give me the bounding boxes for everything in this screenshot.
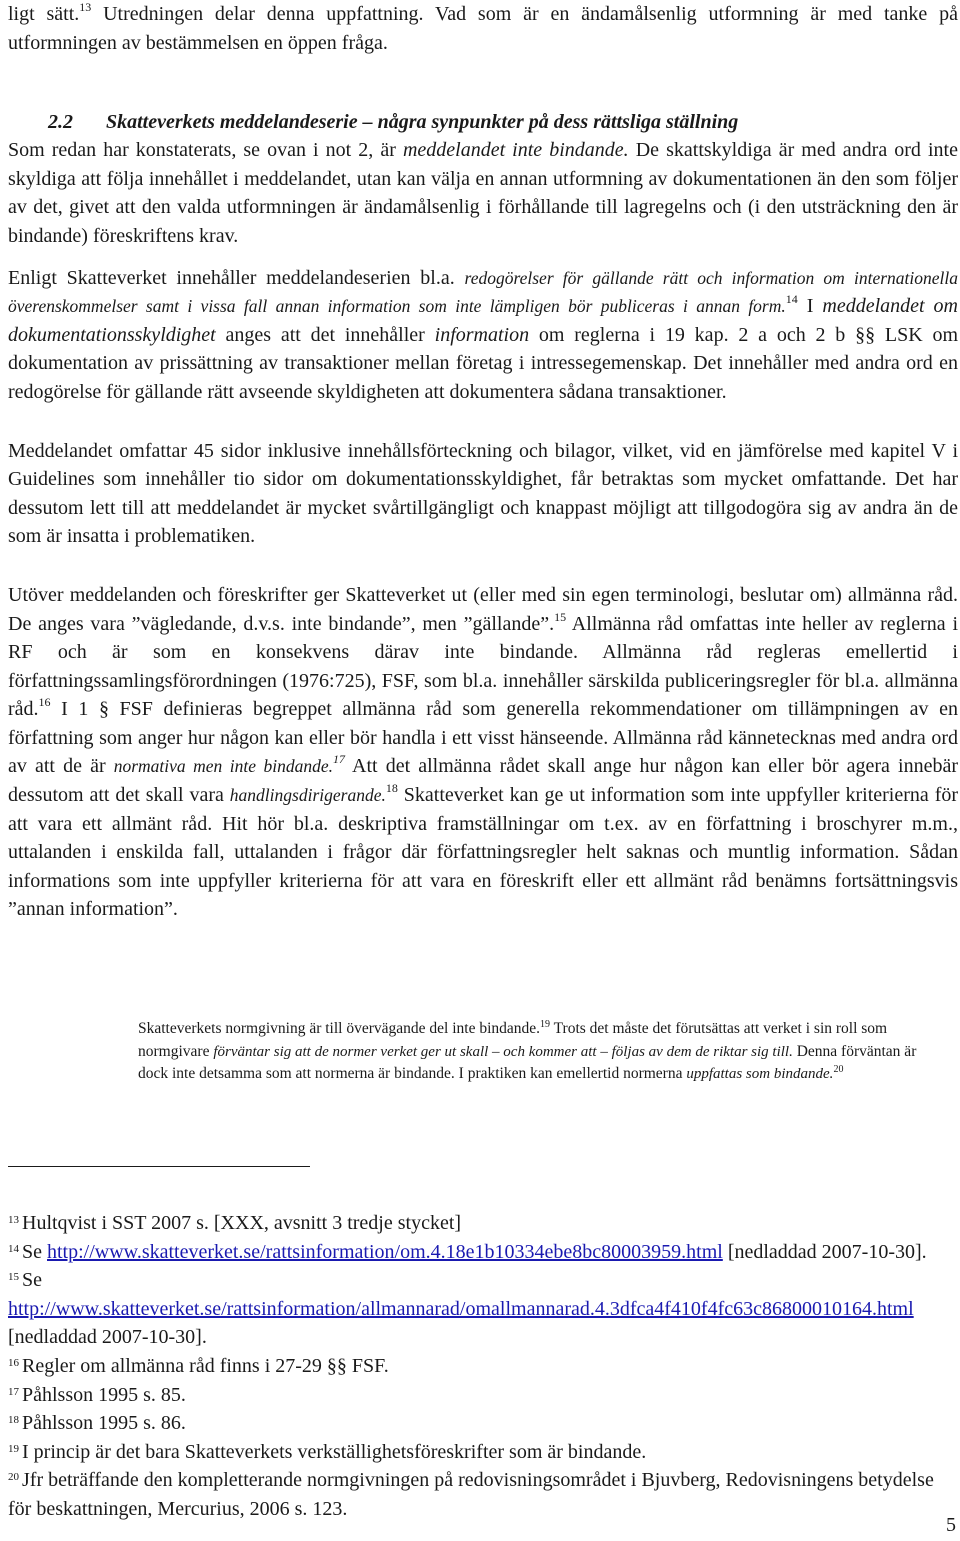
section-heading (8, 108, 958, 136)
p2-italic-3: information (434, 323, 530, 346)
quote-mid-2: Denna förväntan är dock inte detsamma som att normerna är bindande. I praktiken kan emellertid normerna (138, 1042, 917, 1082)
footnote-ref-16[interactable]: 16 (38, 695, 51, 710)
footnote-number: 19 (8, 1442, 19, 1455)
footnote-number: 15 (8, 1271, 19, 1284)
p2-italic-2: meddelandet om dokumentationsskyldighet (8, 295, 958, 346)
footnote-number: 16 (8, 1356, 19, 1369)
p4-mid-2: I 1 § FSF definieras begreppet allmänna råd som generella rekommendationer om tillämpningen av en författning som anger hur någon kan eller bör handla i ett visst hänseende. Allmänna råd kännetecknas med andra ord av att de är (8, 698, 958, 778)
p4-start: Utöver meddelanden och föreskrifter ger Skatteverket ut (eller med sin egen terminologi, beslutar om) allmänna råd. De anges vara ”vägledande, d.v.s. inte bindande”, men ”gällande”. (8, 583, 958, 635)
quote-italic-2: uppfattas som bindande. (686, 1066, 834, 1082)
footnote-ref-18[interactable]: 18 (385, 781, 398, 796)
quote-italic-1: förväntar sig att de normer verket ger ut skall – och kommer att – följas av dem de riktar sig till. (213, 1043, 793, 1060)
footnote-18 (8, 1409, 958, 1438)
footnote-text: Jfr beträffande den kompletterande normgivningen på redovisningsområdet i Bjuvberg, Redovisningens betydelse för beskattningen, Mercurius, 2006 s. 123. (8, 1469, 934, 1520)
footnote-17 (8, 1381, 958, 1410)
footnote-ref-19[interactable]: 19 (540, 1019, 551, 1030)
p1-start: Som redan har konstaterats, se ovan i not 2, är (8, 139, 403, 162)
footnote-14 (8, 1238, 958, 1267)
footnote-ref-14[interactable]: 14 (785, 292, 798, 307)
footnote-number: 13 (8, 1214, 19, 1226)
footnote-number: 18 (8, 1414, 19, 1427)
p2-italic-1: redogörelser för gällande rätt och information om internationella överenskommelser samt i vissa fall annan information som inte lämpligen bör publiceras i annan form. (8, 267, 958, 317)
intro-paragraph (8, 0, 958, 57)
section-number: 2.2 (48, 111, 73, 134)
p1-italic: meddelandet inte bindande. (402, 139, 629, 162)
block-quote (138, 1018, 950, 1086)
p4-italic-1: normativa men inte bindande. (113, 756, 334, 777)
footnote-text: I princip är det bara Skatteverkets verkställighetsföreskrifter som är bindande. (22, 1440, 647, 1463)
page-number: 5 (946, 1514, 956, 1536)
p2-start: Enligt Skatteverket innehåller meddelandeserien bl.a. (8, 266, 465, 289)
footnote-number: 20 (8, 1471, 19, 1484)
footnote-text: Påhlsson 1995 s. 85. (22, 1383, 186, 1406)
footnote-text: [nedladdad 2007-10-30]. (722, 1240, 927, 1263)
p4-end: Skatteverket kan ge ut information som inte uppfyller kriterierna för att vara ett allmänt råd. Hit hör bl.a. deskriptiva framställningar om t.ex. av en författning i broschyrer m.m., uttalanden i enskilda fall, uttalanden i frågor där författningsregler helt saknas och muntlig information. Sådan informations som inte uppfyller kriterierna för att vara en föreskrift eller ett allmänt råd benämns fortsättningsvis ”annan information”. (8, 784, 959, 921)
p2-mid-2: anges att det innehåller (215, 323, 435, 346)
footnote-number: 17 (8, 1385, 19, 1398)
footnote-text: Hultqvist i SST 2007 s. [XXX, avsnitt 3 tredje stycket] (22, 1212, 462, 1234)
footnote-link[interactable]: http://www.skatteverket.se/rattsinformation/allmannarad/omallmannarad.4.3dfca4f410f4fc63c86800010164.html (8, 1297, 914, 1320)
quote-start: Skatteverkets normgivning är till övervägande del inte bindande. (138, 1020, 541, 1037)
footnote-19 (8, 1438, 958, 1467)
paragraph-allmanna-rad (8, 581, 958, 924)
footnote-ref-20[interactable]: 20 (833, 1064, 844, 1075)
p4-italic-2: handlingsdirigerande. (229, 785, 386, 806)
p1-end: De skattskyldiga är med andra ord inte skyldiga att följa innehållet i meddelandet, utan kan välja en annan utformning av dokumentationen än den som följer av det, givet att den valda utformningen är ändamålsenlig i förhållande till lagregelns och (i den utsträckning den är bindande) föreskriftens krav. (8, 139, 958, 247)
footnote-link[interactable]: http://www.skatteverket.se/rattsinformation/om.4.18e1b10334ebe8bc80003959.html (47, 1240, 723, 1263)
section-title: Skatteverkets meddelandeserie – några synpunkter på dess rättsliga ställning (106, 111, 739, 134)
footnote-ref-17[interactable]: 17 (333, 752, 346, 767)
footnote-text: Påhlsson 1995 s. 86. (22, 1412, 186, 1435)
paragraph-omfattning: Meddelandet omfattar 45 sidor inklusive innehållsförteckning och bilagor, vilket, vid en jämförelse med kapitel V i Guidelines som innehåller tio sidor om dokumentationsskyldighet, får betraktas som mycket omfattande. Det har dessutom lett till att meddelandet är mycket svårtillgängligt och knappast möjligt att tillgodogöra sig av andra än de som är insatta i problematiken. (8, 439, 958, 548)
footnote-text: Regler om allmänna råd finns i 27-29 §§ FSF. (22, 1354, 389, 1377)
footnote-separator (8, 1166, 310, 1167)
document-page (8, 0, 958, 924)
footnote-ref-15[interactable]: 15 (554, 609, 567, 624)
p2-mid-1: I (797, 295, 823, 318)
footnote-20 (8, 1466, 958, 1523)
quote-mid-1: Trots det måste det förutsättas att verket i sin roll som normgivare (138, 1020, 888, 1060)
intro-text-end: Utredningen delar denna uppfattning. Vad som är en ändamålsenlig utformning är med tanke på utformningen av bestämmelsen en öppen fråga. (8, 3, 958, 54)
footnote-text: Se (22, 1269, 42, 1292)
footnote-number: 14 (8, 1242, 19, 1255)
paragraph-binding (8, 136, 958, 250)
footnote-15 (8, 1266, 958, 1352)
p4-mid-3: Att det allmänna rådet skall ange hur någon kan eller bör agera innebär dessutom att det skall vara (8, 755, 958, 807)
footnote-text: [nedladdad 2007-10-30]. (8, 1326, 207, 1349)
p4-mid-1: Allmänna råd omfattas inte heller av reglerna i RF och är som en konsekvens därav inte bindande. Allmänna råd regleras emellertid i författningssamlingsförordningen (1976:725), FSF, som bl.a. innehåller särskilda publiceringsregler för bl.a. allmänna råd. (8, 612, 958, 721)
footnote-13 (8, 1209, 958, 1238)
paragraph-meddelandeserie (8, 264, 958, 407)
footnote-text: Se (22, 1240, 47, 1263)
footnotes (8, 1209, 958, 1524)
intro-text-start: ligt sätt. (8, 3, 80, 25)
footnote-ref-13[interactable]: 13 (79, 0, 92, 14)
p2-end: om reglerna i 19 kap. 2 a och 2 b §§ LSK om dokumentation av prissättning av transaktioner mellan företag i intressegemenskap. Det innehåller med andra ord en redogörelse för gällande rätt avseende skyldigheten att dokumentera sådana transaktioner. (8, 323, 959, 403)
footnote-16 (8, 1352, 958, 1381)
